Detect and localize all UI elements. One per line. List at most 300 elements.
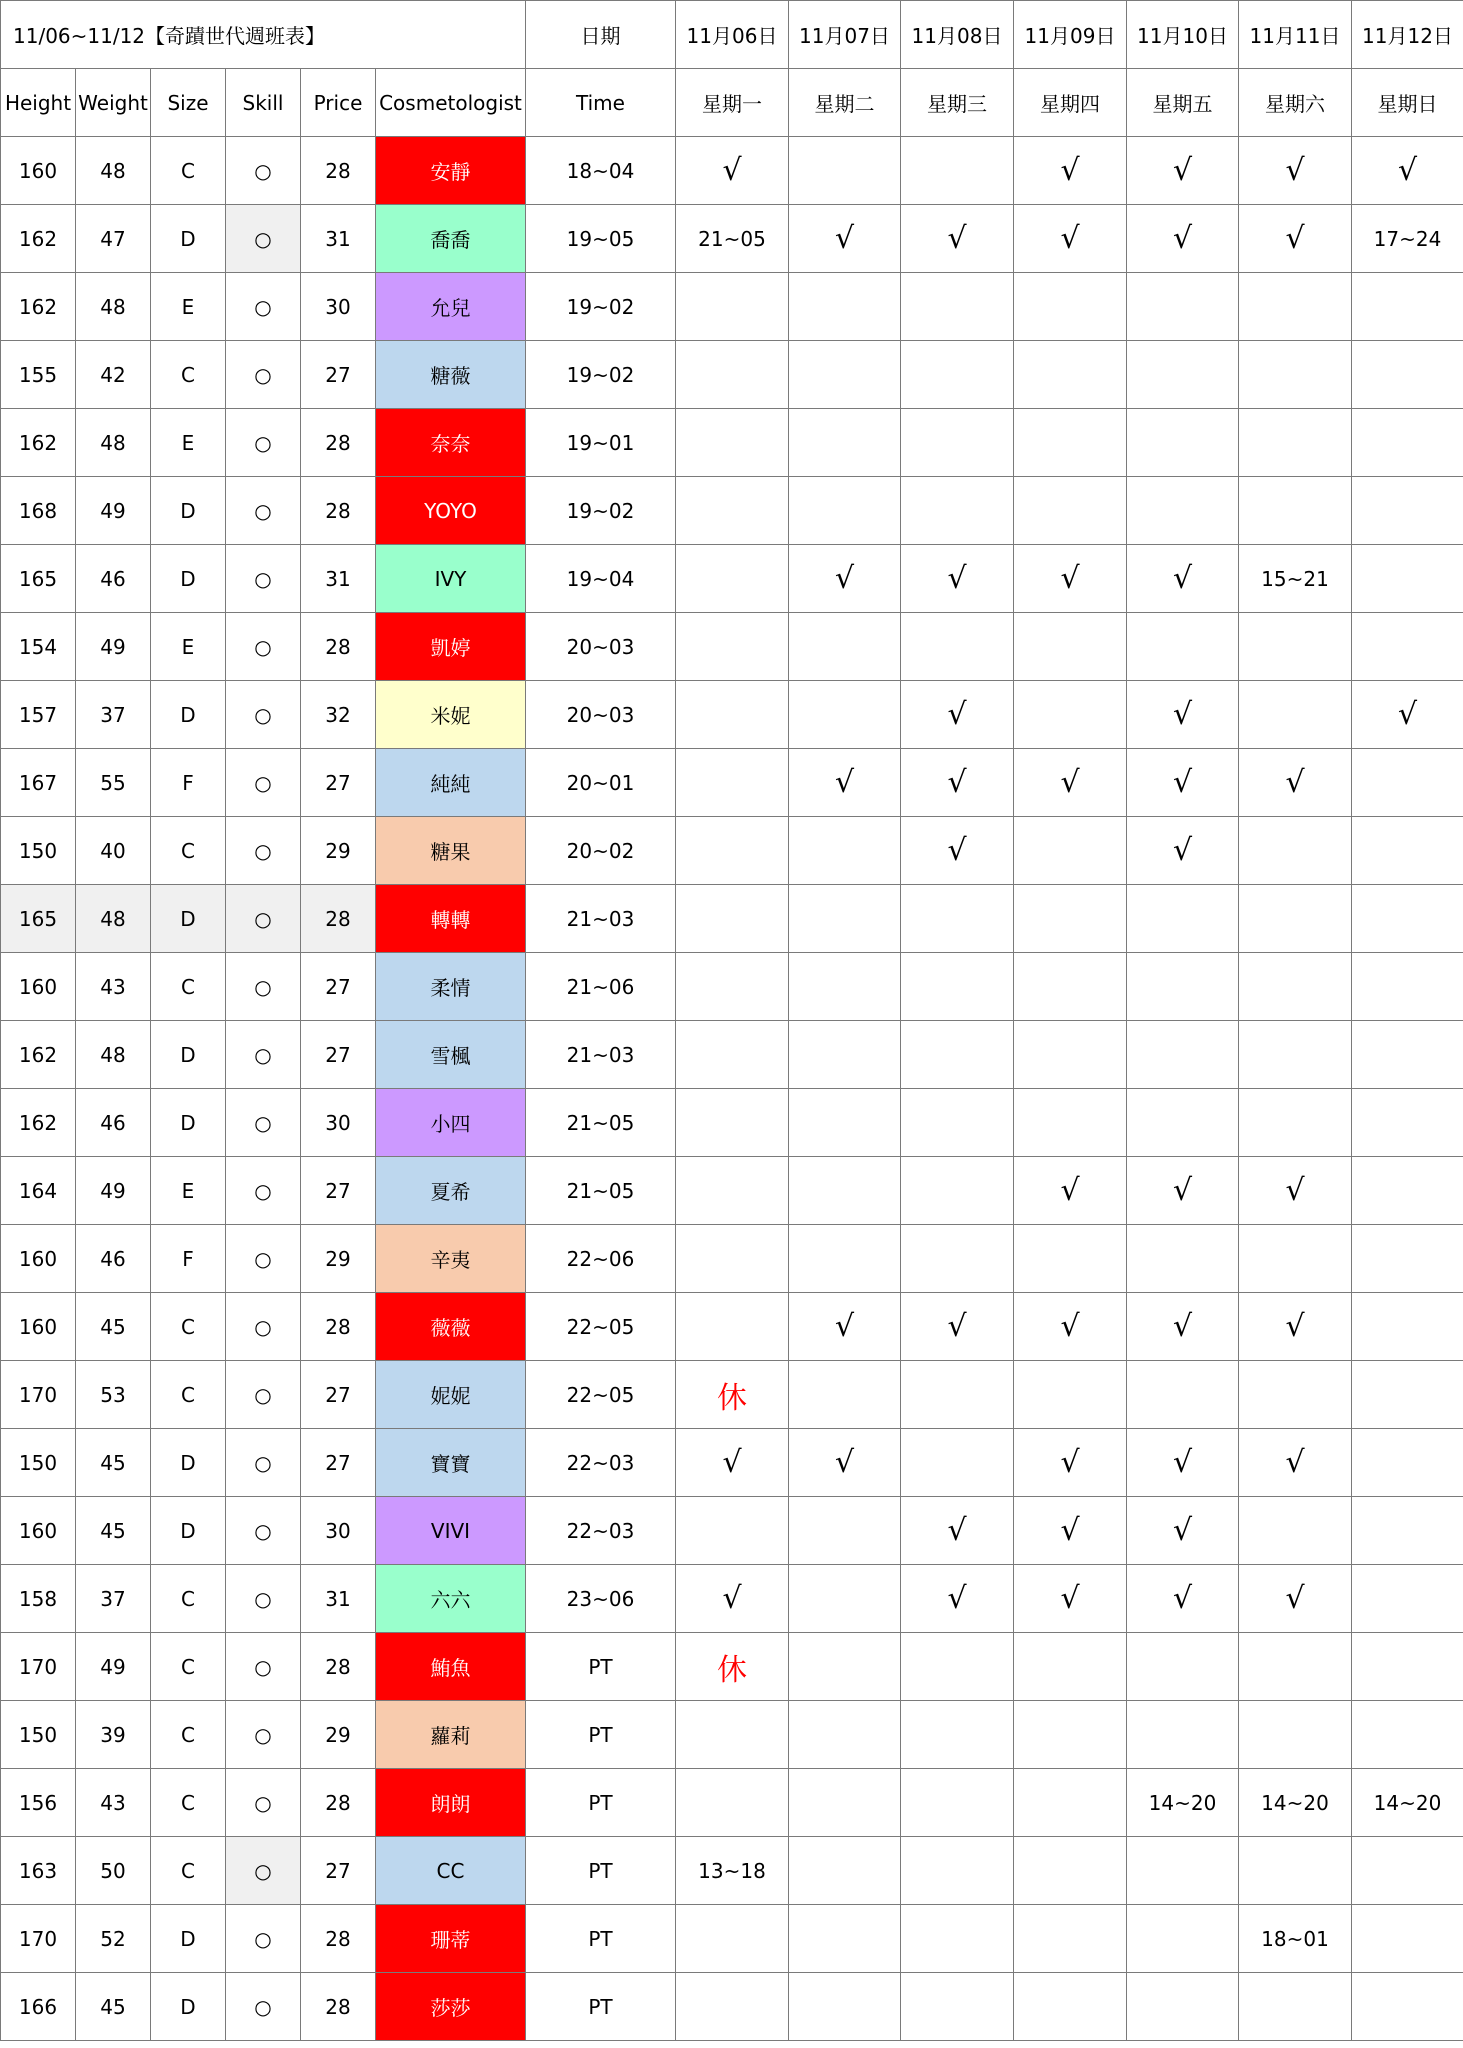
day-cell	[1352, 409, 1463, 477]
price-cell: 30	[301, 273, 376, 341]
time-header: Time	[526, 69, 676, 137]
height-cell: 170	[1, 1361, 76, 1429]
weight-cell: 46	[76, 1225, 151, 1293]
day-cell	[676, 817, 789, 885]
weight-cell: 49	[76, 477, 151, 545]
day-cell	[1239, 477, 1352, 545]
weight-cell: 52	[76, 1905, 151, 1973]
height-cell: 167	[1, 749, 76, 817]
check-mark: √	[789, 1293, 901, 1361]
day-cell	[789, 1225, 901, 1293]
table-row	[1, 1837, 1463, 1905]
day-cell	[1352, 1225, 1463, 1293]
cosmetologist-name: 小四	[376, 1089, 526, 1157]
skill-cell: ○	[226, 613, 301, 681]
check-mark: √	[1014, 749, 1127, 817]
height-cell: 158	[1, 1565, 76, 1633]
table-row	[1, 409, 1463, 477]
cosmetologist-name: 安靜	[376, 137, 526, 205]
day-cell	[1127, 477, 1239, 545]
table-row	[1, 1973, 1463, 2041]
price-cell: 28	[301, 1293, 376, 1361]
shift-time: 23~06	[526, 1565, 676, 1633]
cosmetologist-name: 薇薇	[376, 1293, 526, 1361]
day-cell	[901, 1021, 1014, 1089]
shift-time: PT	[526, 1837, 676, 1905]
size-cell: C	[151, 1837, 226, 1905]
weekday-header: 星期四	[1014, 69, 1127, 137]
size-cell: D	[151, 1973, 226, 2041]
size-cell: C	[151, 1293, 226, 1361]
day-cell	[789, 1973, 901, 2041]
weekday-header: 星期五	[1127, 69, 1239, 137]
price-cell: 27	[301, 341, 376, 409]
day-cell	[1014, 1701, 1127, 1769]
skill-cell: ○	[226, 205, 301, 273]
day-cell	[1014, 1633, 1127, 1701]
day-cell	[1127, 341, 1239, 409]
height-cell: 165	[1, 885, 76, 953]
height-cell: 163	[1, 1837, 76, 1905]
shift-time: 22~05	[526, 1361, 676, 1429]
day-cell	[901, 1701, 1014, 1769]
day-cell: 13~18	[676, 1837, 789, 1905]
day-cell	[1352, 341, 1463, 409]
table-row	[1, 137, 1463, 205]
shift-time: PT	[526, 1633, 676, 1701]
cosmetologist-name: 辛夷	[376, 1225, 526, 1293]
day-cell	[789, 681, 901, 749]
size-cell: D	[151, 1021, 226, 1089]
cosmetologist-name: VIVI	[376, 1497, 526, 1565]
day-cell	[1352, 1089, 1463, 1157]
skill-cell: ○	[226, 1565, 301, 1633]
date-header: 11月12日	[1352, 1, 1463, 69]
day-cell	[676, 409, 789, 477]
day-cell	[1014, 477, 1127, 545]
day-cell	[1127, 1361, 1239, 1429]
price-cell: 31	[301, 545, 376, 613]
skill-cell: ○	[226, 1293, 301, 1361]
height-cell: 162	[1, 1089, 76, 1157]
date-header: 11月08日	[901, 1, 1014, 69]
size-cell: F	[151, 1225, 226, 1293]
check-mark: √	[789, 205, 901, 273]
price-cell: 28	[301, 1905, 376, 1973]
skill-cell: ○	[226, 1769, 301, 1837]
cosmetologist-name: 莎莎	[376, 1973, 526, 2041]
check-mark: √	[901, 205, 1014, 273]
table-row	[1, 817, 1463, 885]
height-cell: 150	[1, 1429, 76, 1497]
weight-cell: 46	[76, 1089, 151, 1157]
day-off-mark: 休	[676, 1361, 789, 1429]
weekday-header: 星期三	[901, 69, 1014, 137]
weight-cell: 50	[76, 1837, 151, 1905]
cosmetologist-name: 糖薇	[376, 341, 526, 409]
day-cell	[1127, 1837, 1239, 1905]
weight-cell: 39	[76, 1701, 151, 1769]
height-cell: 156	[1, 1769, 76, 1837]
day-cell: 14~20	[1239, 1769, 1352, 1837]
size-cell: D	[151, 477, 226, 545]
table-row	[1, 273, 1463, 341]
page-title: 11/06~11/12【奇蹟世代週班表】	[1, 1, 526, 69]
check-mark: √	[1239, 205, 1352, 273]
check-mark: √	[901, 817, 1014, 885]
height-cell: 160	[1, 953, 76, 1021]
price-cell: 28	[301, 1973, 376, 2041]
check-mark: √	[1014, 1157, 1127, 1225]
skill-cell: ○	[226, 1429, 301, 1497]
day-cell	[1014, 613, 1127, 681]
day-cell: 17~24	[1352, 205, 1463, 273]
check-mark: √	[1127, 205, 1239, 273]
size-cell: C	[151, 1769, 226, 1837]
table-row	[1, 1633, 1463, 1701]
day-cell	[1352, 1361, 1463, 1429]
day-cell	[901, 137, 1014, 205]
shift-time: 20~03	[526, 681, 676, 749]
cosmetologist-name: 夏希	[376, 1157, 526, 1225]
table-row	[1, 1361, 1463, 1429]
day-cell	[1352, 1633, 1463, 1701]
cosmetologist-name: IVY	[376, 545, 526, 613]
check-mark: √	[1127, 545, 1239, 613]
check-mark: √	[1239, 749, 1352, 817]
day-cell	[1239, 1021, 1352, 1089]
price-header: Price	[301, 69, 376, 137]
table-row	[1, 1769, 1463, 1837]
table-row	[1, 749, 1463, 817]
check-mark: √	[1014, 1497, 1127, 1565]
day-cell	[789, 1361, 901, 1429]
height-cell: 168	[1, 477, 76, 545]
price-cell: 28	[301, 613, 376, 681]
price-cell: 28	[301, 137, 376, 205]
skill-cell: ○	[226, 545, 301, 613]
cosmetologist-name: 米妮	[376, 681, 526, 749]
height-cell: 160	[1, 1293, 76, 1361]
cosmetologist-name: 喬喬	[376, 205, 526, 273]
day-cell	[789, 409, 901, 477]
shift-time: 19~02	[526, 341, 676, 409]
skill-cell: ○	[226, 1157, 301, 1225]
day-cell	[1352, 817, 1463, 885]
shift-time: 18~04	[526, 137, 676, 205]
day-cell	[1127, 409, 1239, 477]
skill-cell: ○	[226, 1633, 301, 1701]
weight-cell: 48	[76, 273, 151, 341]
check-mark: √	[1127, 749, 1239, 817]
table-row	[1, 545, 1463, 613]
day-cell: 18~01	[1239, 1905, 1352, 1973]
price-cell: 31	[301, 1565, 376, 1633]
date-header: 11月11日	[1239, 1, 1352, 69]
cosmetologist-name: 雪楓	[376, 1021, 526, 1089]
shift-time: PT	[526, 1769, 676, 1837]
cosmetologist-name: 轉轉	[376, 885, 526, 953]
size-cell: D	[151, 1497, 226, 1565]
day-cell	[789, 1769, 901, 1837]
cosmetologist-header: Cosmetologist	[376, 69, 526, 137]
cosmetologist-name: 蘿莉	[376, 1701, 526, 1769]
shift-time: PT	[526, 1905, 676, 1973]
weight-cell: 55	[76, 749, 151, 817]
day-cell	[1014, 1973, 1127, 2041]
shift-time: 21~05	[526, 1157, 676, 1225]
day-cell	[1239, 885, 1352, 953]
size-cell: C	[151, 1361, 226, 1429]
day-cell	[676, 1769, 789, 1837]
weight-cell: 45	[76, 1497, 151, 1565]
size-cell: C	[151, 1633, 226, 1701]
shift-time: 22~06	[526, 1225, 676, 1293]
table-row	[1, 613, 1463, 681]
check-mark: √	[1014, 205, 1127, 273]
day-cell	[1127, 1973, 1239, 2041]
table-row	[1, 1701, 1463, 1769]
check-mark: √	[1014, 1565, 1127, 1633]
price-cell: 31	[301, 205, 376, 273]
day-cell	[1239, 953, 1352, 1021]
day-cell	[1352, 749, 1463, 817]
size-cell: D	[151, 1905, 226, 1973]
check-mark: √	[901, 681, 1014, 749]
skill-cell: ○	[226, 681, 301, 749]
shift-time: 20~03	[526, 613, 676, 681]
day-cell	[901, 1429, 1014, 1497]
weight-cell: 53	[76, 1361, 151, 1429]
shift-time: 21~06	[526, 953, 676, 1021]
day-cell	[1239, 1225, 1352, 1293]
skill-cell: ○	[226, 1497, 301, 1565]
date-header: 11月10日	[1127, 1, 1239, 69]
weight-header: Weight	[76, 69, 151, 137]
day-cell	[901, 953, 1014, 1021]
table-row	[1, 341, 1463, 409]
price-cell: 27	[301, 1021, 376, 1089]
day-cell	[1127, 1905, 1239, 1973]
day-cell	[789, 817, 901, 885]
check-mark: √	[676, 1565, 789, 1633]
weekday-header: 星期六	[1239, 69, 1352, 137]
check-mark: √	[1127, 1429, 1239, 1497]
size-cell: E	[151, 273, 226, 341]
date-header: 11月07日	[789, 1, 901, 69]
check-mark: √	[901, 1293, 1014, 1361]
weight-cell: 47	[76, 205, 151, 273]
weight-cell: 42	[76, 341, 151, 409]
skill-cell: ○	[226, 1905, 301, 1973]
day-cell	[1127, 1225, 1239, 1293]
table-row	[1, 681, 1463, 749]
weight-cell: 48	[76, 1021, 151, 1089]
table-row	[1, 1497, 1463, 1565]
price-cell: 28	[301, 885, 376, 953]
day-cell	[1014, 341, 1127, 409]
day-cell	[676, 341, 789, 409]
day-cell	[1352, 1565, 1463, 1633]
shift-time: 19~05	[526, 205, 676, 273]
skill-cell: ○	[226, 1837, 301, 1905]
day-cell	[1352, 1497, 1463, 1565]
day-cell	[1127, 273, 1239, 341]
size-cell: C	[151, 1565, 226, 1633]
day-cell	[676, 1293, 789, 1361]
day-cell	[1239, 1633, 1352, 1701]
price-cell: 27	[301, 1429, 376, 1497]
column-header-row	[1, 69, 1463, 137]
skill-cell: ○	[226, 953, 301, 1021]
price-cell: 30	[301, 1089, 376, 1157]
skill-cell: ○	[226, 341, 301, 409]
day-cell	[676, 1973, 789, 2041]
day-cell	[1014, 409, 1127, 477]
shift-time: PT	[526, 1973, 676, 2041]
size-cell: D	[151, 885, 226, 953]
day-cell	[789, 1157, 901, 1225]
shift-time: 20~02	[526, 817, 676, 885]
price-cell: 32	[301, 681, 376, 749]
weight-cell: 45	[76, 1429, 151, 1497]
day-cell	[789, 1905, 901, 1973]
check-mark: √	[901, 1565, 1014, 1633]
skill-cell: ○	[226, 477, 301, 545]
cosmetologist-name: 糖果	[376, 817, 526, 885]
size-cell: D	[151, 681, 226, 749]
day-cell	[676, 885, 789, 953]
price-cell: 27	[301, 1157, 376, 1225]
check-mark: √	[1127, 1565, 1239, 1633]
day-cell	[901, 341, 1014, 409]
day-cell	[789, 273, 901, 341]
weight-cell: 46	[76, 545, 151, 613]
day-cell	[676, 1021, 789, 1089]
check-mark: √	[1127, 817, 1239, 885]
day-cell	[901, 1633, 1014, 1701]
day-cell	[901, 1905, 1014, 1973]
size-cell: D	[151, 205, 226, 273]
day-cell	[1014, 1225, 1127, 1293]
price-cell: 27	[301, 1837, 376, 1905]
check-mark: √	[1239, 1429, 1352, 1497]
check-mark: √	[1239, 1293, 1352, 1361]
day-cell	[676, 273, 789, 341]
height-cell: 155	[1, 341, 76, 409]
price-cell: 29	[301, 1701, 376, 1769]
day-cell	[1127, 1633, 1239, 1701]
skill-cell: ○	[226, 137, 301, 205]
price-cell: 29	[301, 817, 376, 885]
day-cell	[789, 1021, 901, 1089]
table-row	[1, 1905, 1463, 1973]
day-cell	[901, 1769, 1014, 1837]
date-header: 11月06日	[676, 1, 789, 69]
day-cell	[901, 1973, 1014, 2041]
table-row	[1, 1021, 1463, 1089]
check-mark: √	[901, 545, 1014, 613]
day-cell	[1127, 613, 1239, 681]
check-mark: √	[1014, 545, 1127, 613]
title-row	[1, 1, 1463, 69]
day-cell	[901, 1225, 1014, 1293]
table-row	[1, 1293, 1463, 1361]
skill-cell: ○	[226, 749, 301, 817]
weight-cell: 49	[76, 1633, 151, 1701]
cosmetologist-name: 允兒	[376, 273, 526, 341]
day-cell	[1239, 817, 1352, 885]
shift-time: 21~03	[526, 1021, 676, 1089]
skill-cell: ○	[226, 1361, 301, 1429]
day-cell	[789, 1565, 901, 1633]
table-row	[1, 205, 1463, 273]
shift-time: 22~05	[526, 1293, 676, 1361]
shift-time: 19~02	[526, 477, 676, 545]
day-cell	[789, 341, 901, 409]
date-header: 11月09日	[1014, 1, 1127, 69]
day-cell	[676, 681, 789, 749]
day-cell	[1352, 1905, 1463, 1973]
shift-time: 22~03	[526, 1497, 676, 1565]
table-row	[1, 885, 1463, 953]
check-mark: √	[901, 1497, 1014, 1565]
size-cell: D	[151, 1089, 226, 1157]
day-cell	[1239, 409, 1352, 477]
cosmetologist-name: 純純	[376, 749, 526, 817]
day-cell	[676, 477, 789, 545]
cosmetologist-name: 六六	[376, 1565, 526, 1633]
day-cell	[1239, 1089, 1352, 1157]
day-cell: 21~05	[676, 205, 789, 273]
day-cell	[676, 1157, 789, 1225]
height-cell: 162	[1, 1021, 76, 1089]
day-cell	[1014, 1905, 1127, 1973]
day-cell	[1352, 953, 1463, 1021]
day-cell	[901, 1089, 1014, 1157]
cosmetologist-name: 寶寶	[376, 1429, 526, 1497]
day-cell	[676, 1497, 789, 1565]
check-mark: √	[1127, 681, 1239, 749]
skill-cell: ○	[226, 273, 301, 341]
day-cell	[676, 1225, 789, 1293]
check-mark: √	[1239, 1157, 1352, 1225]
table-row	[1, 953, 1463, 1021]
day-cell	[1352, 545, 1463, 613]
day-cell	[1127, 1021, 1239, 1089]
day-cell	[1352, 1837, 1463, 1905]
day-cell	[1239, 1701, 1352, 1769]
price-cell: 28	[301, 477, 376, 545]
size-cell: E	[151, 409, 226, 477]
day-cell	[676, 545, 789, 613]
height-cell: 157	[1, 681, 76, 749]
day-cell	[676, 613, 789, 681]
check-mark: √	[1127, 137, 1239, 205]
day-cell	[676, 1905, 789, 1973]
weekday-header: 星期一	[676, 69, 789, 137]
day-cell	[1014, 681, 1127, 749]
check-mark: √	[676, 1429, 789, 1497]
table-row	[1, 1089, 1463, 1157]
height-cell: 160	[1, 1497, 76, 1565]
check-mark: √	[901, 749, 1014, 817]
day-cell	[789, 885, 901, 953]
day-cell	[676, 1089, 789, 1157]
day-cell	[901, 1157, 1014, 1225]
weight-cell: 37	[76, 1565, 151, 1633]
price-cell: 28	[301, 409, 376, 477]
